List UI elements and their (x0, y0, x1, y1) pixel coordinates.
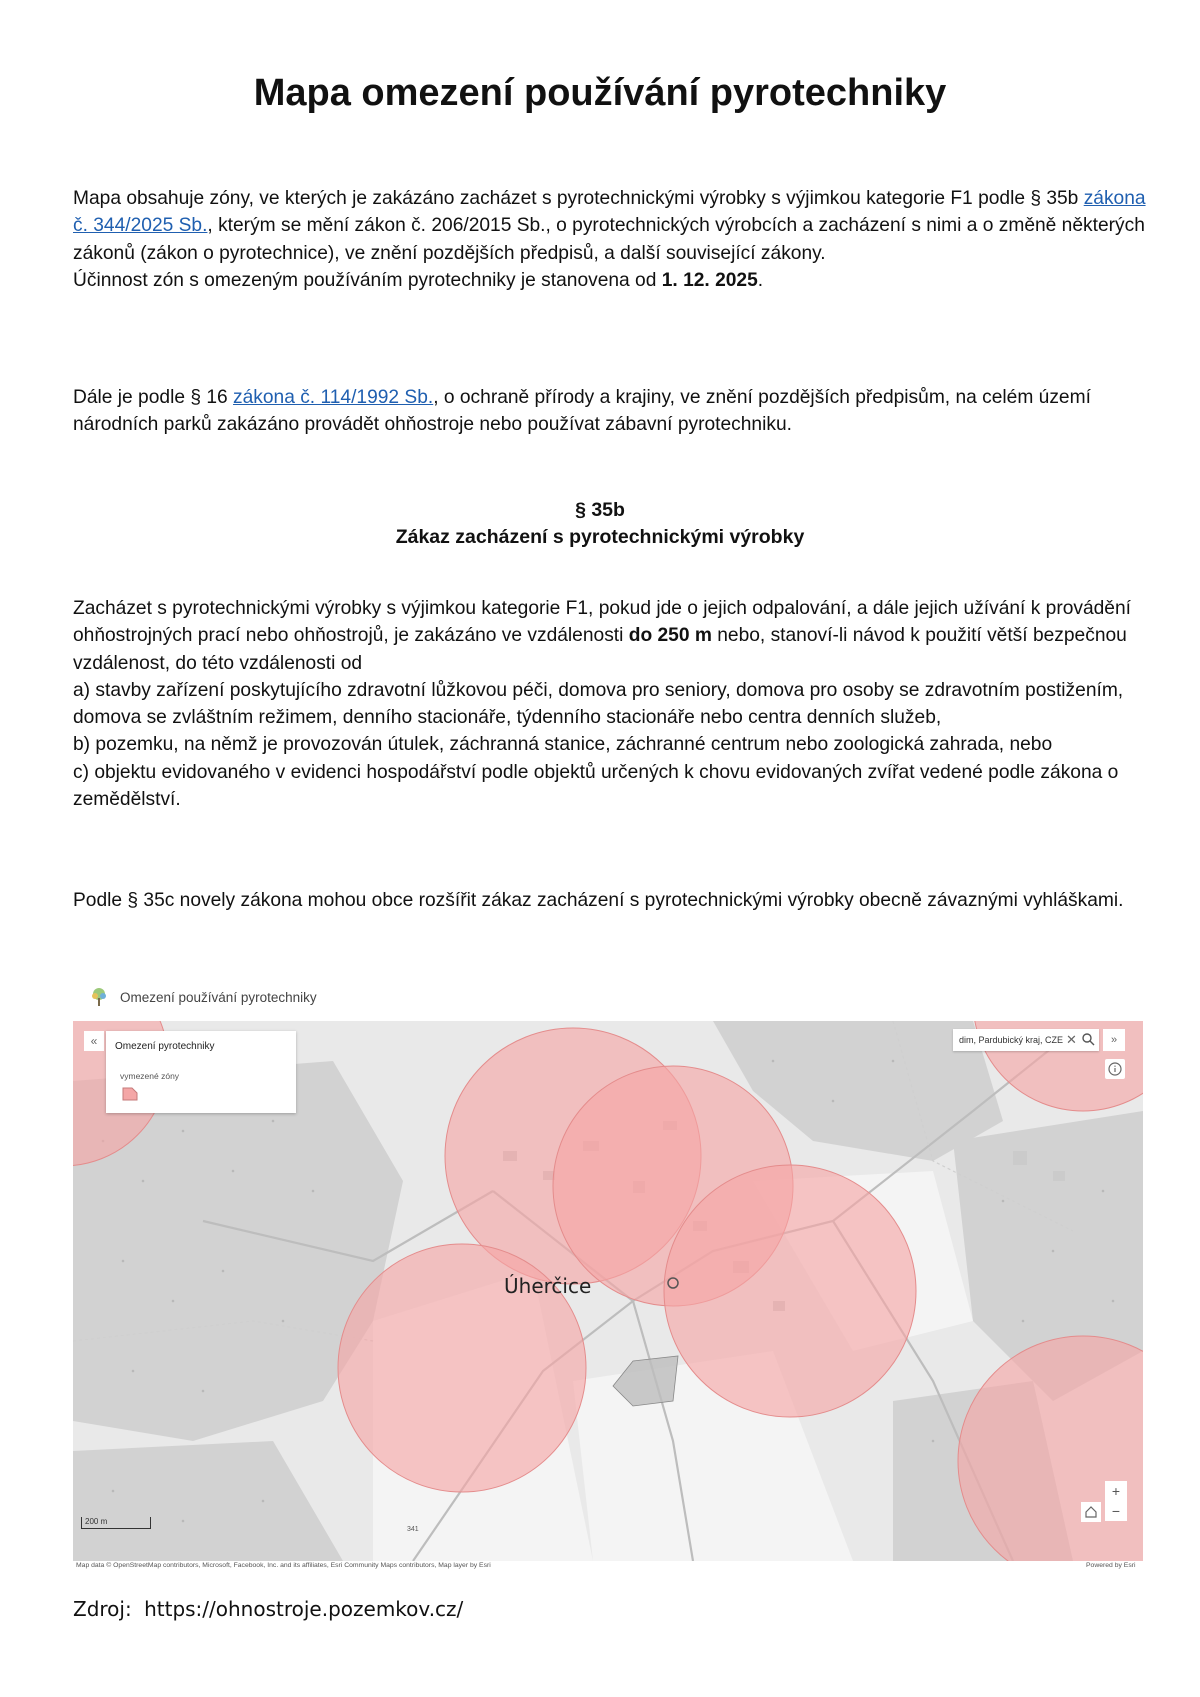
effective-date: 1. 12. 2025 (661, 269, 758, 291)
intro-paragraph (73, 185, 1153, 294)
map-view[interactable] (73, 1021, 1143, 1561)
source-label: Zdroj: (73, 1597, 132, 1621)
map-app-header (88, 982, 317, 1012)
search-input[interactable]: dim, Pardubický kraj, CZE (959, 1035, 1064, 1045)
section-text-a: Zacházet s pyrotechnickými výrobky s výjimkou kategorie F1, pokud jde o jejich odpalování, a dále jejich užívání k provádění ohňostrojných prací nebo ohňostrojů, je zakázáno ve vzdálenosti (73, 598, 1131, 647)
zoom-out-button[interactable]: − (1111, 1503, 1121, 1519)
search-box[interactable] (953, 1029, 1099, 1051)
item-b: b) pozemku, na němž je provozován útulek, záchranná stanice, záchranné centrum nebo zoologická zahrada, nebo (73, 734, 1053, 756)
place-label: Úherčice (504, 1274, 592, 1298)
info-icon (1105, 1059, 1125, 1079)
collapse-panel-button[interactable]: « (84, 1031, 104, 1051)
section-number: § 35b (575, 499, 625, 521)
map-app-title: Omezení používání pyrotechniky (120, 989, 317, 1005)
law-link-344[interactable]: zákona č. 344/2025 Sb. (73, 188, 1146, 237)
clear-icon[interactable]: ✕ (1066, 1032, 1077, 1047)
section-heading: Zákaz zacházení s pyrotechnickými výrobky (395, 526, 805, 548)
map-attribution: Map data © OpenStreetMap contributors, Microsoft, Facebook, Inc. and its affiliates, Esri Community Maps contributors, Map layer by Esri (76, 1562, 491, 1569)
legend-panel (106, 1031, 296, 1113)
scale-bar: 200 m (81, 1517, 151, 1529)
road-number: 341 (407, 1526, 419, 1533)
item-a: a) stavby zařízení poskytujícího zdravotní lůžkovou péči, domova pro seniory, domova pro osoby se zdravotním postižením, domova se zvláštním režimem, denního stacionáře, týdenního stacionáře nebo centra denních služeb, (73, 679, 1124, 729)
intro-text: Mapa obsahuje zóny, ve kterých je zakázáno zacházet s pyrotechnickými výrobky s výjimkou kategorie F1 podle § 35b (73, 188, 1084, 209)
intro-text-cont: , kterým se mění zákon č. 206/2015 Sb., o pyrotechnických výrobcích a zacházení s nimi a o změně některých zákonů (zákon o pyrotechnice), ve znění pozdějších předpisů, a další související zákony. (73, 215, 1145, 264)
distance-limit: do 250 m (628, 625, 712, 647)
zoom-in-button[interactable]: + (1111, 1483, 1121, 1499)
np-text: Dále je podle § 16 (73, 387, 234, 408)
zone-swatch-icon (122, 1087, 138, 1101)
municipality-paragraph: Podle § 35c novely zákona mohou obce rozšířit zákaz zacházení s pyrotechnickými výrobky obecně závaznými vyhláškami. (73, 890, 1124, 911)
section-text (73, 595, 1153, 813)
effectivity-end: . (757, 269, 764, 291)
section-text-b: nebo, stanoví-li návod k použití větší bezpečnou vzdálenost, do této vzdálenosti od (73, 625, 1127, 674)
home-button[interactable] (1081, 1502, 1101, 1522)
search-icon[interactable] (1081, 1032, 1095, 1046)
item-c: c) objektu evidovaného v evidenci hospodářství podle objektů určených k chovu evidovaných zvířat vedené podle zákona o zemědělství. (73, 761, 1119, 811)
zoom-controls (1105, 1481, 1127, 1521)
source-url[interactable]: https://ohnostroje.pozemkov.cz/ (144, 1597, 464, 1621)
effectivity-text: Účinnost zón s omezeným používáním pyrotechniky je stanovena od (73, 269, 662, 291)
home-icon (1081, 1502, 1101, 1522)
source-line (73, 1597, 463, 1621)
law-link-114[interactable]: zákona č. 114/1992 Sb. (233, 387, 434, 408)
expand-panel-button[interactable]: » (1103, 1029, 1125, 1051)
info-button[interactable] (1105, 1059, 1125, 1079)
np-text-cont: , o ochraně přírody a krajiny, ve znění pozdějších předpisům, na celém území národních parků zakázáno provádět ohňostroje nebo používat zábavní pyrotechniku. (73, 387, 1091, 436)
legend-title: Omezení pyrotechniky (115, 1041, 215, 1052)
legend-item-label: vymezené zóny (120, 1071, 180, 1081)
tree-logo-icon (88, 986, 110, 1008)
national-parks-paragraph (73, 384, 1153, 439)
powered-by: Powered by Esri (1086, 1562, 1136, 1569)
page-title: Mapa omezení používání pyrotechniky (253, 72, 947, 114)
